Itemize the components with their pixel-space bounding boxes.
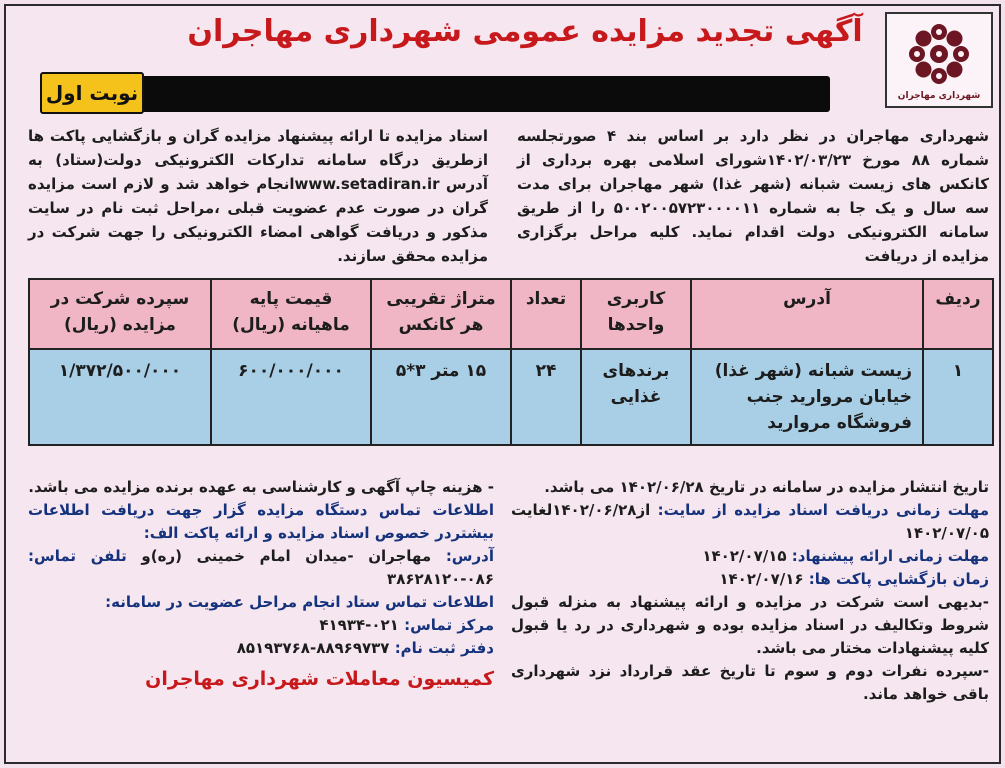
publish-date-text: تاریخ انتشار مزایده در سامانه در تاریخ ۱۴۰۲/۰۶/۲۸ می باشد. (544, 478, 989, 496)
cell-usage: برندهای غذایی (581, 349, 691, 445)
header-row-number: ردیف (923, 279, 993, 349)
fee-note: - هزینه چاپ آگهی و کارشناسی به عهده برنده مزایده می باشد. (28, 478, 494, 496)
opening-date-value: ۱۴۰۲/۰۷/۱۶ (719, 570, 804, 588)
cell-count: ۲۴ (511, 349, 581, 445)
auction-table (28, 278, 994, 446)
header-count: تعداد (511, 279, 581, 349)
intro-left-paragraph: اسناد مزایده تا ارائه پیشنهاد مزایده گران و بازگشایی پاکت ها ازطریق درگاه سامانه تدارکات الکترونیکی دولت(ستاد) به آدرس www.setadiran.irانجام خواهد شد و لازم است مزایده گران در صورت عدم عضویت قبلی ،مراحل ثبت نام در سایت مذکور و دریافت گواهی امضاء الکترونیکی را جهت شرکت در مزایده محقق سازند. (28, 127, 488, 265)
docs-deadline-label: مهلت زمانی دریافت اسناد مزایده از سایت: (657, 501, 989, 519)
intro-right-paragraph: شهرداری مهاجران در نظر دارد بر اساس بند ۴ صورتجلسه شماره ۸۸ مورخ ۱۴۰۲/۰۳/۲۳شورای اسلامی بهره برداری از کانکس های زیست شبانه (شهر غذا) شهر مهاجران برای مدت سه سال و یک جا به شماره ۵۰۰۲۰۰۵۷۲۳۰۰۰۰۱۱ را از طریق سامانه الکترونیکی دولت اقدام نماید. کلیه مراحل برگزاری مزایده از دریافت (517, 127, 990, 265)
call-center-label: مرکز تماس: (404, 616, 494, 634)
cell-address: زیست شبانه (شهر غذا) خیابان مروارید جنب فروشگاه مروارید (691, 349, 923, 445)
offer-deadline-label: مهلت زمانی ارائه پیشنهاد: (791, 547, 989, 565)
registration-office-value: ۸۸۹۶۹۷۳۷-۸۵۱۹۳۷۶۸ (236, 639, 390, 657)
municipality-logo (885, 12, 993, 108)
offer-deadline-value: ۱۴۰۲/۰۷/۱۵ (702, 547, 787, 565)
address-value: مهاجران -میدان امام خمینی (ره)و (141, 547, 432, 565)
docs-deadline-value: از۱۴۰۲/۰۶/۲۸لغایت ۱۴۰۲/۰۷/۰۵ (511, 501, 989, 542)
header-address: آدرس (691, 279, 923, 349)
phone-value: ۰۸۶-۳۸۶۲۸۱۲۰ (387, 570, 494, 588)
table-header-row (29, 279, 993, 349)
setad-heading: اطلاعات تماس ستاد انجام مراحل عضویت در سامانه: (105, 593, 494, 611)
cell-base-price: ۶۰۰/۰۰۰/۰۰۰ (211, 349, 371, 445)
address-label: آدرس: (445, 547, 494, 565)
round-badge: نوبت اول (40, 72, 144, 114)
contact-heading: اطلاعات تماس دستگاه مزایده گزار جهت دریافت اطلاعات بیشتردر خصوص اسناد مزایده و ارائه پاکت الف: (28, 501, 494, 542)
commission-signature: کمیسیون معاملات شهرداری مهاجران (145, 668, 494, 690)
header-area: متراژ تقریبی هر کانکس (371, 279, 511, 349)
flower-emblem-icon (904, 19, 974, 89)
header-usage: کاربری واحدها (581, 279, 691, 349)
contact-column (28, 476, 494, 691)
round-bar (40, 76, 830, 112)
deposit-note: -سپرده نفرات دوم و سوم تا تاریخ عقد قرارداد نزد شهرداری باقی خواهد ماند. (511, 662, 989, 703)
cell-area: ۱۵ متر ۳*۵ (371, 349, 511, 445)
page-title: آگهی تجدید مزایده عمومی شهرداری مهاجران (187, 14, 863, 49)
cell-deposit: ۱/۳۷۲/۵۰۰/۰۰۰ (29, 349, 211, 445)
call-center-value: ۰۲۱-۴۱۹۳۴ (319, 616, 399, 634)
cell-row-number: ۱ (923, 349, 993, 445)
schedule-column (511, 476, 989, 706)
terms-note: -بدیهی است شرکت در مزایده و ارائه پیشنهاد به منزله قبول شروط وتکالیف در اسناد مزایده بوده و شهرداری در رد یا قبول کلیه پیشنهادات مختار می باشد. (511, 593, 989, 657)
opening-date-label: زمان بازگشایی پاکت ها: (808, 570, 989, 588)
logo-caption: شهرداری مهاجران (897, 91, 981, 101)
registration-office-label: دفتر ثبت نام: (394, 639, 494, 657)
header-base-price: قیمت پایه ماهیانه (ریال) (211, 279, 371, 349)
phone-label: تلفن تماس: (28, 547, 127, 565)
header-deposit: سپرده شرکت در مزایده (ریال) (29, 279, 211, 349)
table-row (29, 349, 993, 445)
